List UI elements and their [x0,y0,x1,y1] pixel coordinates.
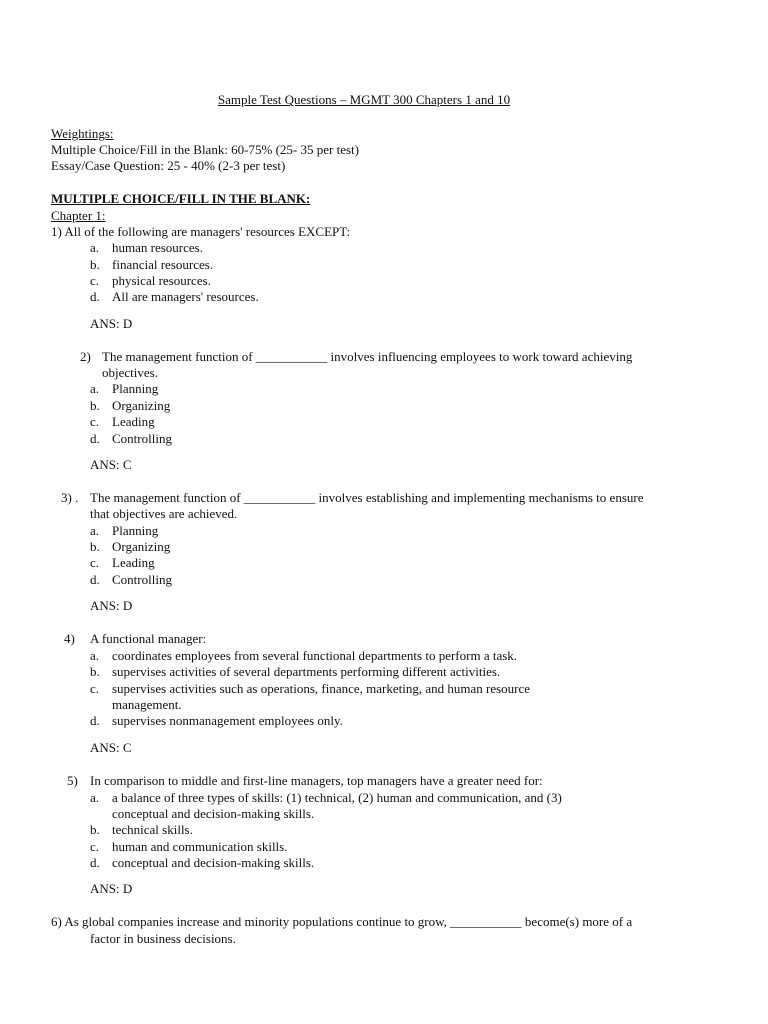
option-marker: d. [90,713,100,728]
q5-number: 5) [67,773,78,788]
q2-option-b [90,398,170,414]
option-marker: c. [90,681,100,696]
option-marker: a. [90,648,100,663]
chapter-label: Chapter 1: [51,208,106,223]
option-text: Leading [112,414,155,429]
option-marker: b. [90,398,100,413]
q4-option-c-cont: management. [112,697,182,712]
weighting-essay: Essay/Case Question: 25 - 40% (2-3 per test) [51,158,286,173]
option-marker: c. [90,839,100,854]
option-marker: c. [90,273,100,288]
q4-stem: A functional manager: [90,631,207,646]
option-marker: a. [90,381,100,396]
option-marker: a. [90,240,100,255]
q6-stem-line2: factor in business decisions. [90,931,236,946]
q5-option-a [90,790,562,806]
option-text: Leading [112,555,155,570]
q5-option-b [90,822,193,838]
q5-option-a-cont: conceptual and decision-making skills. [112,806,315,821]
option-text: financial resources. [112,257,214,272]
option-text: a balance of three types of skills: (1) technical, (2) human and communication, and (3) [112,790,562,805]
option-text: physical resources. [112,273,211,288]
q4-option-a [90,648,517,664]
q1-option-c [90,273,211,289]
q2-stem-line1: The management function of ___________ involves influencing employees to work toward achieving [102,349,633,364]
option-text: Planning [112,523,159,538]
weighting-multiple-choice: Multiple Choice/Fill in the Blank: 60-75% (25- 35 per test) [51,142,359,157]
option-text: coordinates employees from several functional departments to perform a task. [112,648,518,663]
q3-option-a [90,523,158,539]
q3-stem-line1: The management function of ___________ involves establishing and implementing mechanisms to ensure [90,490,644,505]
option-text: Controlling [112,431,172,446]
q5-answer: ANS: D [90,881,133,896]
option-text: technical skills. [112,822,193,837]
q3-answer: ANS: D [90,598,133,613]
option-text: supervises nonmanagement employees only. [112,713,343,728]
q3-option-c [90,555,155,571]
section-heading: MULTIPLE CHOICE/FILL IN THE BLANK: [51,191,311,206]
option-marker: b. [90,539,100,554]
option-marker: d. [90,572,100,587]
q4-option-d [90,713,343,729]
q4-option-c [90,681,530,697]
option-text: human and communication skills. [112,839,288,854]
q3-option-d [90,572,172,588]
q1-option-d [90,289,259,305]
option-text: Organizing [112,398,171,413]
weightings-heading: Weightings: [51,126,114,141]
option-marker: b. [90,257,100,272]
q4-number: 4) [64,631,75,646]
q3-number: 3) . [61,490,79,505]
q5-option-d [90,855,314,871]
option-marker: d. [90,289,100,304]
q2-number: 2) [80,349,91,364]
option-text: All are managers' resources. [112,289,259,304]
option-text: Controlling [112,572,172,587]
option-marker: d. [90,855,100,870]
q4-option-b [90,664,500,680]
option-marker: c. [90,414,100,429]
option-marker: d. [90,431,100,446]
option-text: conceptual and decision-making skills. [112,855,315,870]
q1-stem: 1) All of the following are managers' resources EXCEPT: [51,224,351,239]
q2-option-d [90,431,172,447]
q6-stem-line1: 6) As global companies increase and minority populations continue to grow, ___________ become(s) more of a [51,914,633,929]
q3-stem-line2: that objectives are achieved. [90,506,238,521]
option-marker: b. [90,822,100,837]
q3-option-b [90,539,170,555]
option-text: supervises activities of several departments performing different activities. [112,664,501,679]
q1-option-a [90,240,203,256]
q2-option-a [90,381,158,397]
option-text: supervises activities such as operations, finance, marketing, and human resource [112,681,531,696]
option-text: Organizing [112,539,171,554]
option-text: Planning [112,381,159,396]
q5-stem: In comparison to middle and first-line managers, top managers have a greater need for: [90,773,543,788]
q2-option-c [90,414,155,430]
q1-answer: ANS: D [90,316,133,331]
option-marker: c. [90,555,100,570]
q5-option-c [90,839,287,855]
q2-answer: ANS: C [90,457,132,472]
q2-stem-line2: objectives. [102,365,158,380]
q1-option-b [90,257,213,273]
option-marker: a. [90,790,100,805]
page-title: Sample Test Questions – MGMT 300 Chapters 1 and 10 [217,92,511,107]
option-marker: b. [90,664,100,679]
q4-answer: ANS: C [90,740,132,755]
option-marker: a. [90,523,100,538]
option-text: human resources. [112,240,203,255]
